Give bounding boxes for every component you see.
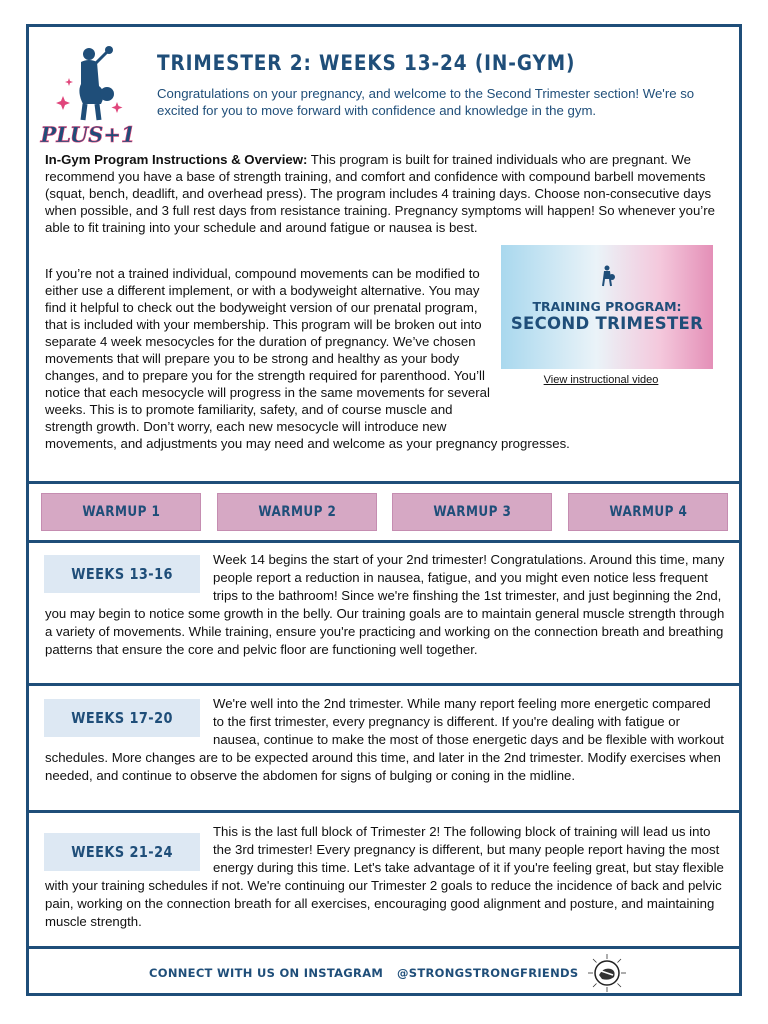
section-divider — [29, 683, 739, 686]
video-title-line-1: TRAINING PROGRAM: — [532, 299, 682, 314]
page-frame — [26, 24, 742, 996]
instagram-handle-link[interactable]: @STRONGSTRONGFRIENDS — [397, 966, 579, 980]
page-title: TRIMESTER 2: WEEKS 13-24 (IN-GYM) — [157, 51, 576, 75]
video-link[interactable]: View instructional video — [543, 374, 659, 386]
weeks-17-20-button[interactable]: WEEKS 17-20 — [44, 699, 200, 737]
warmup-2-button[interactable]: WARMUP 2 — [217, 493, 377, 531]
weeks-21-24-button[interactable]: WEEKS 21-24 — [44, 833, 200, 871]
weeks-21-24-text: This is the last full block of Trimester 2! The following block of training will lead us into the 3rd trimester! Every pregnancy is different, but many people report having the most energy during this time. Let's take advantage of it if you're feeling great, but stay flexible with your training schedules if not. We're continuing our Trimester 2 goals to reduce the incidence of back and pelvic pain, working on the connection breath for all exercises, encouraging good alignment and posture, and maintaining muscle strength. — [45, 824, 724, 929]
logo-text: PLUS+1 — [40, 122, 136, 147]
section-divider — [29, 946, 739, 949]
figure-icon — [597, 265, 617, 287]
plus-one-logo — [40, 42, 136, 154]
section-divider — [29, 810, 739, 813]
overview-text-2: If you’re not a trained individual, compound movements can be modified to either use a different implement, or with a bodyweight alternative. You may find it helpful to check out the bodyweight version of our prenatal program, that is included with your membership. This program will be broken out into separate 4 week mesocycles for the duration of pregnancy. We’ve chosen movements that will prepare you to be strong and healthy as your body changes, and to prepare you for the strength required for parenthood. You’ll notice that each mesocycle will progress in the same movements for several weeks. This is to promote familiarity, safety, and of course muscle and strength growth. Don’t worry, each new mesocycle will introduce new movements, and adjustments you may need and welcome as your pregnancy progresses. — [45, 266, 570, 451]
video-thumbnail[interactable] — [501, 245, 713, 369]
weeks-13-16-text: Week 14 begins the start of your 2nd trimester! Congratulations. Around this time, many people report a reduction in nausea, fatigue, and you might even notice less frequent trips to the bathroom! Since we're finshing the 1st trimester, and just beginning the 2nd, you may begin to notice some growth in the belly. Our training goals are to maintain general muscle strength through a variety of movements. While training, ensure you're practicing and working on the connection breath and breathing patterns that ensure the core and pelvic floor are functioning well together. — [45, 552, 725, 657]
video-title-line-2: SECOND TRIMESTER — [510, 314, 704, 333]
warmup-1-button[interactable]: WARMUP 1 — [41, 493, 201, 531]
weeks-13-16-button[interactable]: WEEKS 13-16 — [44, 555, 200, 593]
footer-instagram-text: CONNECT WITH US ON INSTAGRAM — [149, 966, 384, 980]
overview-heading: In-Gym Program Instructions & Overview: — [45, 152, 308, 167]
weeks-17-20-text: We're well into the 2nd trimester. While many report feeling more energetic compared to the first trimester, every pregnancy is different. If you're dealing with fatigue or nausea, continue to make the most of those energetic days and be flexible with workout schedules. More changes are to be expected around this time, and later in the 2nd trimester. Modify exercises when needed, and continue to observe the abdomen for signs of bulging or coning in the midline. — [45, 696, 724, 783]
footer — [29, 953, 739, 993]
section-divider — [29, 481, 739, 484]
strong-friends-logo-icon — [587, 953, 627, 993]
overview-paragraph-1 — [45, 151, 733, 236]
warmup-3-button[interactable]: WARMUP 3 — [392, 493, 552, 531]
overview-text-1: This program is built for trained individuals who are pregnant. We recommend you have a base of strength training, and comfort and confidence with compound barbell movements (squat, bench, deadlift, and overhead press). The program includes 4 training days. Choose non-consecutive days when possible, and 3 full rest days from resistance training. Pregnancy symptoms will happen! So whenever you’re able to fit training into your schedule and around fatigue or nausea is best. — [45, 152, 715, 235]
warmup-4-button[interactable]: WARMUP 4 — [568, 493, 728, 531]
section-divider — [29, 540, 739, 543]
intro-text: Congratulations on your pregnancy, and welcome to the Second Trimester section! We're so excited for you to move forward with confidence and knowledge in the gym. — [157, 86, 695, 118]
